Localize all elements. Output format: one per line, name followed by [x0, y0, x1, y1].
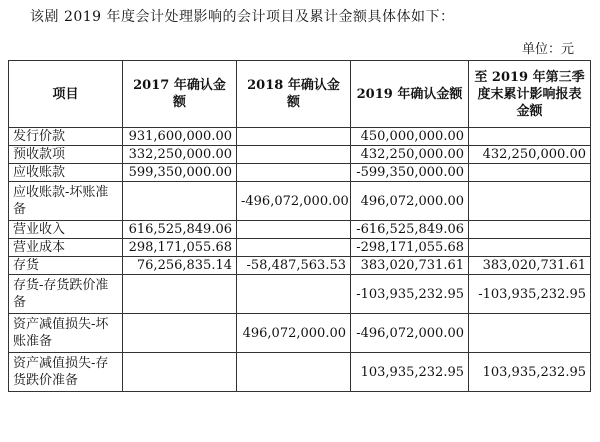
cell-2018: -58,487,563.53 — [237, 257, 351, 275]
row-label: 资产减值损失-存货跌价准备 — [9, 353, 123, 392]
cell-2017 — [123, 275, 237, 314]
cell-2019: -298,171,055.68 — [351, 239, 469, 257]
cell-2019: 496,072,000.00 — [351, 182, 469, 221]
cell-2017 — [123, 353, 237, 392]
cell-cumulative — [469, 221, 591, 239]
cell-cumulative — [469, 314, 591, 353]
cell-2017: 931,600,000.00 — [123, 128, 237, 146]
row-label: 应收账款-坏账准备 — [9, 182, 123, 221]
cell-2018: -496,072,000.00 — [237, 182, 351, 221]
cell-2019: 450,000,000.00 — [351, 128, 469, 146]
cell-2019: 103,935,232.95 — [351, 353, 469, 392]
table-row — [9, 164, 591, 182]
table-row — [9, 275, 591, 314]
cell-2018: 496,072,000.00 — [237, 314, 351, 353]
cell-2018 — [237, 275, 351, 314]
cell-2017 — [123, 314, 237, 353]
row-label: 存货 — [9, 257, 123, 275]
row-label: 存货-存货跌价准备 — [9, 275, 123, 314]
accounting-table — [8, 60, 591, 392]
cell-cumulative: 383,020,731.61 — [469, 257, 591, 275]
cell-2017: 76,256,835.14 — [123, 257, 237, 275]
cell-2018 — [237, 221, 351, 239]
header-row — [9, 61, 591, 128]
header-2019: 2019 年确认金额 — [351, 61, 469, 128]
cell-cumulative — [469, 164, 591, 182]
cell-2018 — [237, 239, 351, 257]
cell-cumulative — [469, 128, 591, 146]
table-row — [9, 257, 591, 275]
cell-2019: -103,935,232.95 — [351, 275, 469, 314]
table-row — [9, 314, 591, 353]
row-label: 预收款项 — [9, 146, 123, 164]
cell-2017: 332,250,000.00 — [123, 146, 237, 164]
table-row — [9, 128, 591, 146]
cell-cumulative — [469, 239, 591, 257]
cell-cumulative: 103,935,232.95 — [469, 353, 591, 392]
cell-cumulative: 432,250,000.00 — [469, 146, 591, 164]
cell-2019: 432,250,000.00 — [351, 146, 469, 164]
cell-2017: 616,525,849.06 — [123, 221, 237, 239]
unit-label: 单位：元 — [521, 42, 574, 57]
header-cumulative: 至 2019 年第三季度末累计影响报表金额 — [469, 61, 591, 128]
cell-2017: 599,350,000.00 — [123, 164, 237, 182]
table-row — [9, 221, 591, 239]
table-row — [9, 146, 591, 164]
cell-2019: -599,350,000.00 — [351, 164, 469, 182]
cell-2019: 383,020,731.61 — [351, 257, 469, 275]
header-2017: 2017 年确认金额 — [123, 61, 237, 128]
table-row — [9, 182, 591, 221]
intro-text: 该剧 2019 年度会计处理影响的会计项目及累计金额具体体如下： — [30, 9, 455, 25]
row-label: 资产减值损失-坏账准备 — [9, 314, 123, 353]
row-label: 应收账款 — [9, 164, 123, 182]
cell-2018 — [237, 164, 351, 182]
cell-2018 — [237, 146, 351, 164]
cell-2019: -616,525,849.06 — [351, 221, 469, 239]
cell-cumulative — [469, 182, 591, 221]
header-item: 项目 — [9, 61, 123, 128]
cell-2018 — [237, 128, 351, 146]
cell-2018 — [237, 353, 351, 392]
cell-2019: -496,072,000.00 — [351, 314, 469, 353]
table-row — [9, 353, 591, 392]
row-label: 营业收入 — [9, 221, 123, 239]
cell-2017 — [123, 182, 237, 221]
cell-cumulative: -103,935,232.95 — [469, 275, 591, 314]
table-row — [9, 239, 591, 257]
row-label: 发行价款 — [9, 128, 123, 146]
cell-2017: 298,171,055.68 — [123, 239, 237, 257]
header-2018: 2018 年确认金额 — [237, 61, 351, 128]
row-label: 营业成本 — [9, 239, 123, 257]
